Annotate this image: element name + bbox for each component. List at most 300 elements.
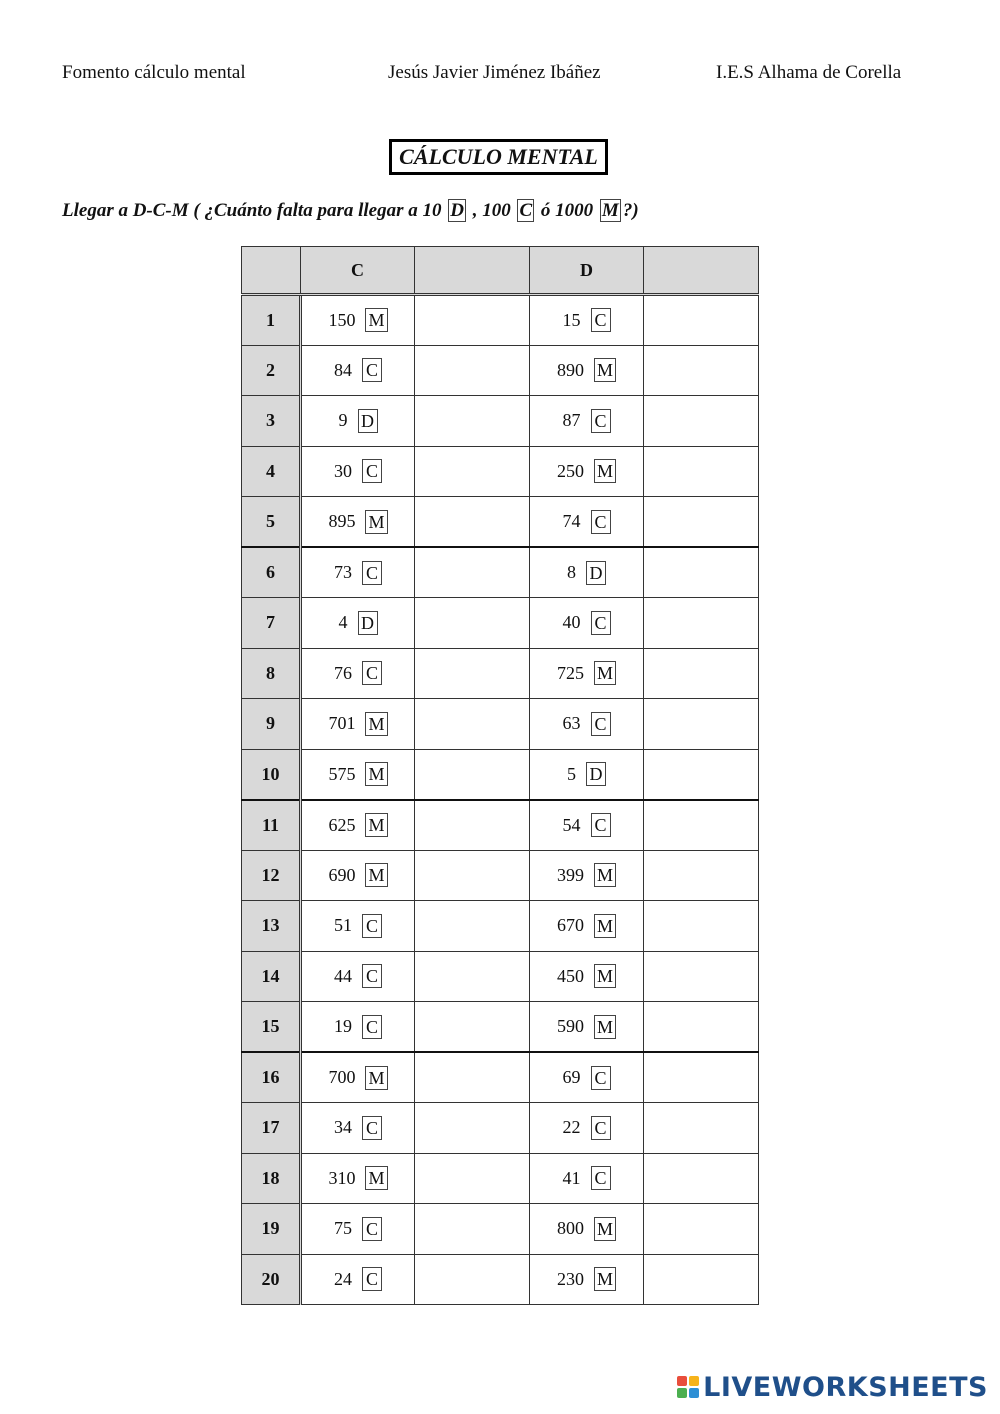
c-problem [301, 800, 415, 851]
c-value: 575 [328, 763, 356, 784]
c-answer-input[interactable] [415, 801, 529, 850]
row-number: 7 [242, 598, 301, 649]
d-answer-input[interactable] [644, 851, 758, 901]
d-target-unit: C [591, 308, 611, 332]
row-number: 4 [242, 446, 301, 497]
table-row [242, 295, 759, 346]
c-target-unit: D [358, 611, 378, 635]
c-value: 625 [328, 814, 356, 835]
d-answer-input[interactable] [644, 699, 758, 749]
c-answer-field[interactable] [415, 699, 530, 750]
d-problem [530, 1052, 644, 1103]
logo-square-green [677, 1388, 687, 1398]
c-problem [301, 547, 415, 598]
d-problem-content [557, 661, 616, 685]
d-problem [530, 749, 644, 800]
c-answer-input[interactable] [415, 750, 529, 799]
header-col-c: C [301, 247, 415, 295]
d-problem-content [557, 1015, 616, 1039]
table-row [242, 497, 759, 548]
table-row [242, 396, 759, 447]
c-answer-input[interactable] [415, 1255, 529, 1305]
c-target-unit: M [365, 813, 387, 837]
c-answer-input[interactable] [415, 548, 529, 597]
d-value: 22 [562, 1117, 581, 1138]
d-problem-content [567, 762, 606, 786]
c-target-unit: D [358, 409, 378, 433]
d-problem-content [557, 863, 616, 887]
d-problem-content [563, 1066, 611, 1090]
table-row [242, 749, 759, 800]
c-target-unit: M [365, 308, 387, 332]
d-answer-input[interactable] [644, 346, 758, 396]
logo-square-yellow [689, 1376, 699, 1386]
d-answer-field[interactable] [644, 497, 759, 548]
d-answer-field[interactable] [644, 1254, 759, 1305]
d-answer-field[interactable] [644, 1204, 759, 1255]
d-target-unit: C [591, 1116, 611, 1140]
d-answer-input[interactable] [644, 1204, 758, 1254]
exercise-table [241, 246, 759, 1305]
d-problem-content [563, 1116, 611, 1140]
c-problem [301, 1204, 415, 1255]
d-value: 40 [562, 612, 581, 633]
c-target-unit: C [362, 1116, 382, 1140]
d-answer-field[interactable] [644, 648, 759, 699]
c-answer-input[interactable] [415, 1103, 529, 1153]
d-value: 450 [556, 965, 584, 986]
table-row [242, 1002, 759, 1053]
instruction [62, 200, 639, 222]
d-answer-field[interactable] [644, 598, 759, 649]
d-target-unit: M [594, 459, 616, 483]
c-value: 701 [328, 713, 356, 734]
d-target-unit: M [594, 1267, 616, 1291]
c-target-unit: C [362, 1267, 382, 1291]
d-problem-content [557, 914, 616, 938]
d-answer-field[interactable] [644, 850, 759, 901]
c-answer-input[interactable] [415, 1204, 529, 1254]
d-answer-field[interactable] [644, 951, 759, 1002]
c-value: 690 [328, 864, 356, 885]
c-answer-input[interactable] [415, 649, 529, 699]
row-number: 1 [242, 295, 301, 346]
d-answer-field[interactable] [644, 345, 759, 396]
c-problem-content [334, 1267, 382, 1291]
c-value: 51 [334, 915, 352, 936]
d-answer-input[interactable] [644, 1053, 758, 1102]
c-answer-input[interactable] [415, 296, 529, 345]
table-row [242, 1204, 759, 1255]
table-row [242, 901, 759, 952]
c-answer-input[interactable] [415, 1053, 529, 1102]
c-answer-input[interactable] [415, 346, 529, 396]
row-number: 2 [242, 345, 301, 396]
d-answer-field[interactable] [644, 749, 759, 800]
c-problem-content [334, 358, 382, 382]
liveworksheets-wordmark: LIVEWORKSHEETS [703, 1371, 988, 1403]
d-answer-input[interactable] [644, 396, 758, 446]
c-problem [301, 1052, 415, 1103]
c-problem [301, 699, 415, 750]
c-problem-content [328, 1166, 387, 1190]
d-target-unit: M [594, 661, 616, 685]
d-answer-input[interactable] [644, 901, 758, 951]
c-value: 895 [328, 511, 356, 531]
header-answer-c [415, 247, 530, 295]
table-row [242, 1153, 759, 1204]
d-problem [530, 396, 644, 447]
c-problem [301, 648, 415, 699]
d-answer-input[interactable] [644, 801, 758, 850]
row-number: 3 [242, 396, 301, 447]
c-value: 76 [334, 662, 352, 683]
d-problem-content [557, 1217, 616, 1241]
d-answer-input[interactable] [644, 750, 758, 799]
d-answer-field[interactable] [644, 295, 759, 346]
d-problem [530, 1254, 644, 1305]
c-problem [301, 850, 415, 901]
d-target-unit: C [591, 510, 611, 534]
c-answer-field[interactable] [415, 800, 530, 851]
d-problem [530, 497, 644, 548]
c-answer-field[interactable] [415, 1254, 530, 1305]
c-problem-content [328, 863, 387, 887]
c-problem-content [328, 308, 387, 332]
logo-square-red [677, 1376, 687, 1386]
d-target-unit: C [591, 1166, 611, 1190]
table-row [242, 850, 759, 901]
d-answer-field[interactable] [644, 800, 759, 851]
d-problem [530, 800, 644, 851]
c-answer-input[interactable] [415, 952, 529, 1002]
d-problem-content [557, 1267, 616, 1291]
table-header-row [242, 247, 759, 295]
d-problem [530, 850, 644, 901]
d-problem [530, 1002, 644, 1053]
c-problem-content [334, 964, 382, 988]
table-row [242, 598, 759, 649]
c-answer-field[interactable] [415, 1103, 530, 1154]
c-target-unit: C [362, 1217, 382, 1241]
d-answer-field[interactable] [644, 547, 759, 598]
c-target-unit: C [362, 358, 382, 382]
c-problem [301, 295, 415, 346]
c-answer-input[interactable] [415, 447, 529, 497]
c-answer-field[interactable] [415, 497, 530, 548]
d-value: 8 [567, 562, 576, 582]
header-col-d: D [530, 247, 644, 295]
d-answer-input[interactable] [644, 447, 758, 497]
d-problem [530, 598, 644, 649]
row-number: 17 [242, 1103, 301, 1154]
c-problem [301, 345, 415, 396]
d-problem-content [563, 813, 611, 837]
table-row [242, 648, 759, 699]
d-value: 15 [562, 309, 581, 330]
c-problem-content [334, 561, 382, 585]
d-target-unit: C [591, 712, 611, 736]
instruction-unit-m: M [601, 200, 619, 221]
liveworksheets-logo-icon [677, 1376, 699, 1398]
c-problem [301, 901, 415, 952]
c-answer-field[interactable] [415, 648, 530, 699]
d-problem-content [563, 611, 611, 635]
d-problem-content [563, 510, 611, 534]
c-problem-content [328, 1066, 387, 1090]
d-problem [530, 1204, 644, 1255]
table-row [242, 1103, 759, 1154]
instruction-unit-d: D [450, 200, 464, 221]
d-value: 63 [562, 713, 581, 734]
d-value: 890 [556, 359, 584, 380]
d-problem-content [557, 964, 616, 988]
d-value: 250 [556, 460, 584, 481]
c-answer-field[interactable] [415, 396, 530, 447]
d-target-unit: D [586, 561, 606, 585]
table-row [242, 800, 759, 851]
instruction-unit-c: C [519, 200, 533, 221]
row-number: 12 [242, 850, 301, 901]
c-problem [301, 446, 415, 497]
d-target-unit: C [591, 813, 611, 837]
table-row [242, 446, 759, 497]
table-row [242, 547, 759, 598]
header-school: I.E.S Alhama de Corella [716, 62, 902, 83]
c-answer-field[interactable] [415, 295, 530, 346]
c-answer-field[interactable] [415, 1052, 530, 1103]
d-problem-content [567, 561, 606, 585]
d-problem [530, 345, 644, 396]
c-target-unit: M [365, 510, 387, 534]
c-value: 44 [334, 965, 352, 986]
c-answer-field[interactable] [415, 446, 530, 497]
c-value: 84 [334, 359, 352, 380]
d-target-unit: M [594, 358, 616, 382]
c-answer-field[interactable] [415, 1204, 530, 1255]
d-target-unit: M [594, 914, 616, 938]
d-value: 230 [556, 1268, 584, 1289]
c-answer-field[interactable] [415, 1153, 530, 1204]
d-answer-input[interactable] [644, 598, 758, 648]
d-answer-input[interactable] [644, 952, 758, 1002]
d-target-unit: M [594, 1015, 616, 1039]
header-answer-d [644, 247, 759, 295]
c-problem-content [334, 1116, 382, 1140]
c-answer-input[interactable] [415, 598, 529, 648]
d-answer-input[interactable] [644, 548, 758, 597]
c-answer-field[interactable] [415, 850, 530, 901]
c-problem-content [334, 661, 382, 685]
d-answer-input[interactable] [644, 296, 758, 345]
row-number: 19 [242, 1204, 301, 1255]
c-problem [301, 598, 415, 649]
d-answer-field[interactable] [644, 446, 759, 497]
row-number: 9 [242, 699, 301, 750]
d-target-unit: M [594, 1217, 616, 1241]
c-problem [301, 497, 415, 548]
instruction-text-3: ó 1000 [540, 200, 594, 221]
c-target-unit: C [362, 459, 382, 483]
header-number [242, 247, 301, 295]
c-problem [301, 1254, 415, 1305]
c-problem-content [334, 459, 382, 483]
d-problem [530, 446, 644, 497]
d-answer-field[interactable] [644, 1002, 759, 1053]
row-number: 6 [242, 547, 301, 598]
c-value: 24 [334, 1268, 352, 1289]
d-value: 74 [562, 511, 581, 531]
d-target-unit: C [591, 409, 611, 433]
c-answer-field[interactable] [415, 901, 530, 952]
c-value: 4 [338, 612, 348, 633]
table-row [242, 1254, 759, 1305]
c-answer-field[interactable] [415, 749, 530, 800]
c-answer-input[interactable] [415, 901, 529, 951]
row-number: 13 [242, 901, 301, 952]
c-target-unit: C [362, 1015, 382, 1039]
d-answer-input[interactable] [644, 1154, 758, 1204]
row-number: 16 [242, 1052, 301, 1103]
c-answer-input[interactable] [415, 1002, 529, 1051]
c-value: 150 [328, 309, 356, 330]
page-header [0, 62, 1000, 86]
d-value: 670 [556, 915, 584, 936]
d-problem-content [557, 459, 616, 483]
d-answer-input[interactable] [644, 1103, 758, 1153]
c-problem [301, 749, 415, 800]
d-value: 5 [567, 763, 576, 784]
table-row [242, 699, 759, 750]
d-value: 590 [556, 1016, 584, 1036]
c-target-unit: M [365, 762, 387, 786]
d-value: 41 [562, 1167, 581, 1188]
c-value: 19 [334, 1016, 352, 1036]
c-value: 700 [328, 1067, 356, 1087]
c-answer-input[interactable] [415, 1154, 529, 1204]
d-problem [530, 295, 644, 346]
c-answer-field[interactable] [415, 951, 530, 1002]
c-target-unit: M [365, 1166, 387, 1190]
row-number: 11 [242, 800, 301, 851]
d-problem-content [563, 712, 611, 736]
d-value: 800 [556, 1218, 584, 1239]
d-answer-input[interactable] [644, 1255, 758, 1305]
c-answer-field[interactable] [415, 345, 530, 396]
d-answer-field[interactable] [644, 1103, 759, 1154]
c-value: 310 [328, 1167, 356, 1188]
c-problem-content [328, 762, 387, 786]
c-target-unit: M [365, 712, 387, 736]
row-number: 15 [242, 1002, 301, 1053]
d-problem [530, 699, 644, 750]
d-problem-content [563, 409, 611, 433]
c-value: 75 [334, 1218, 352, 1239]
c-value: 73 [334, 562, 352, 582]
c-problem [301, 1002, 415, 1053]
c-answer-input[interactable] [415, 699, 529, 749]
c-problem-content [334, 1217, 382, 1241]
d-target-unit: M [594, 964, 616, 988]
instruction-text-1: Llegar a D-C-M ( ¿Cuánto falta para llegar a 10 [62, 200, 442, 221]
c-problem [301, 951, 415, 1002]
c-problem-content [339, 611, 378, 635]
d-answer-input[interactable] [644, 1002, 758, 1051]
row-number: 20 [242, 1254, 301, 1305]
d-problem [530, 901, 644, 952]
row-number: 18 [242, 1153, 301, 1204]
c-value: 30 [334, 460, 352, 481]
instruction-text-2: , 100 [472, 200, 511, 221]
d-problem-content [563, 308, 611, 332]
c-problem [301, 1103, 415, 1154]
row-number: 14 [242, 951, 301, 1002]
d-answer-input[interactable] [644, 497, 758, 546]
c-answer-field[interactable] [415, 547, 530, 598]
table-row [242, 951, 759, 1002]
d-target-unit: M [594, 863, 616, 887]
d-target-unit: C [591, 1066, 611, 1090]
d-answer-field[interactable] [644, 901, 759, 952]
c-problem [301, 396, 415, 447]
d-value: 87 [562, 410, 581, 431]
c-target-unit: C [362, 964, 382, 988]
c-answer-input[interactable] [415, 497, 529, 546]
d-problem-content [563, 1166, 611, 1190]
c-target-unit: M [365, 863, 387, 887]
c-answer-input[interactable] [415, 396, 529, 446]
c-value: 9 [338, 410, 348, 431]
header-subject: Fomento cálculo mental [62, 62, 246, 83]
d-problem [530, 547, 644, 598]
instruction-text-4: ?) [622, 200, 639, 221]
d-value: 399 [556, 864, 584, 885]
c-answer-input[interactable] [415, 851, 529, 901]
liveworksheets-brand [677, 1370, 988, 1404]
c-problem-content [334, 1015, 382, 1039]
c-problem [301, 1153, 415, 1204]
c-answer-field[interactable] [415, 1002, 530, 1053]
c-problem-content [334, 914, 382, 938]
d-value: 725 [556, 662, 584, 683]
c-answer-field[interactable] [415, 598, 530, 649]
d-problem [530, 951, 644, 1002]
d-target-unit: C [591, 611, 611, 635]
d-answer-field[interactable] [644, 396, 759, 447]
c-target-unit: M [365, 1066, 387, 1090]
d-value: 54 [562, 814, 581, 835]
d-problem [530, 648, 644, 699]
table-row [242, 1052, 759, 1103]
d-answer-field[interactable] [644, 1153, 759, 1204]
d-answer-field[interactable] [644, 699, 759, 750]
header-author: Jesús Javier Jiménez Ibáñez [388, 62, 601, 83]
row-number: 8 [242, 648, 301, 699]
worksheet-title: CÁLCULO MENTAL [389, 139, 608, 175]
table-row [242, 345, 759, 396]
d-answer-field[interactable] [644, 1052, 759, 1103]
c-target-unit: C [362, 561, 382, 585]
d-problem [530, 1153, 644, 1204]
row-number: 5 [242, 497, 301, 548]
d-target-unit: D [586, 762, 606, 786]
c-problem-content [339, 409, 378, 433]
c-problem-content [328, 813, 387, 837]
d-answer-input[interactable] [644, 649, 758, 699]
c-target-unit: C [362, 661, 382, 685]
c-target-unit: C [362, 914, 382, 938]
logo-square-blue [689, 1388, 699, 1398]
